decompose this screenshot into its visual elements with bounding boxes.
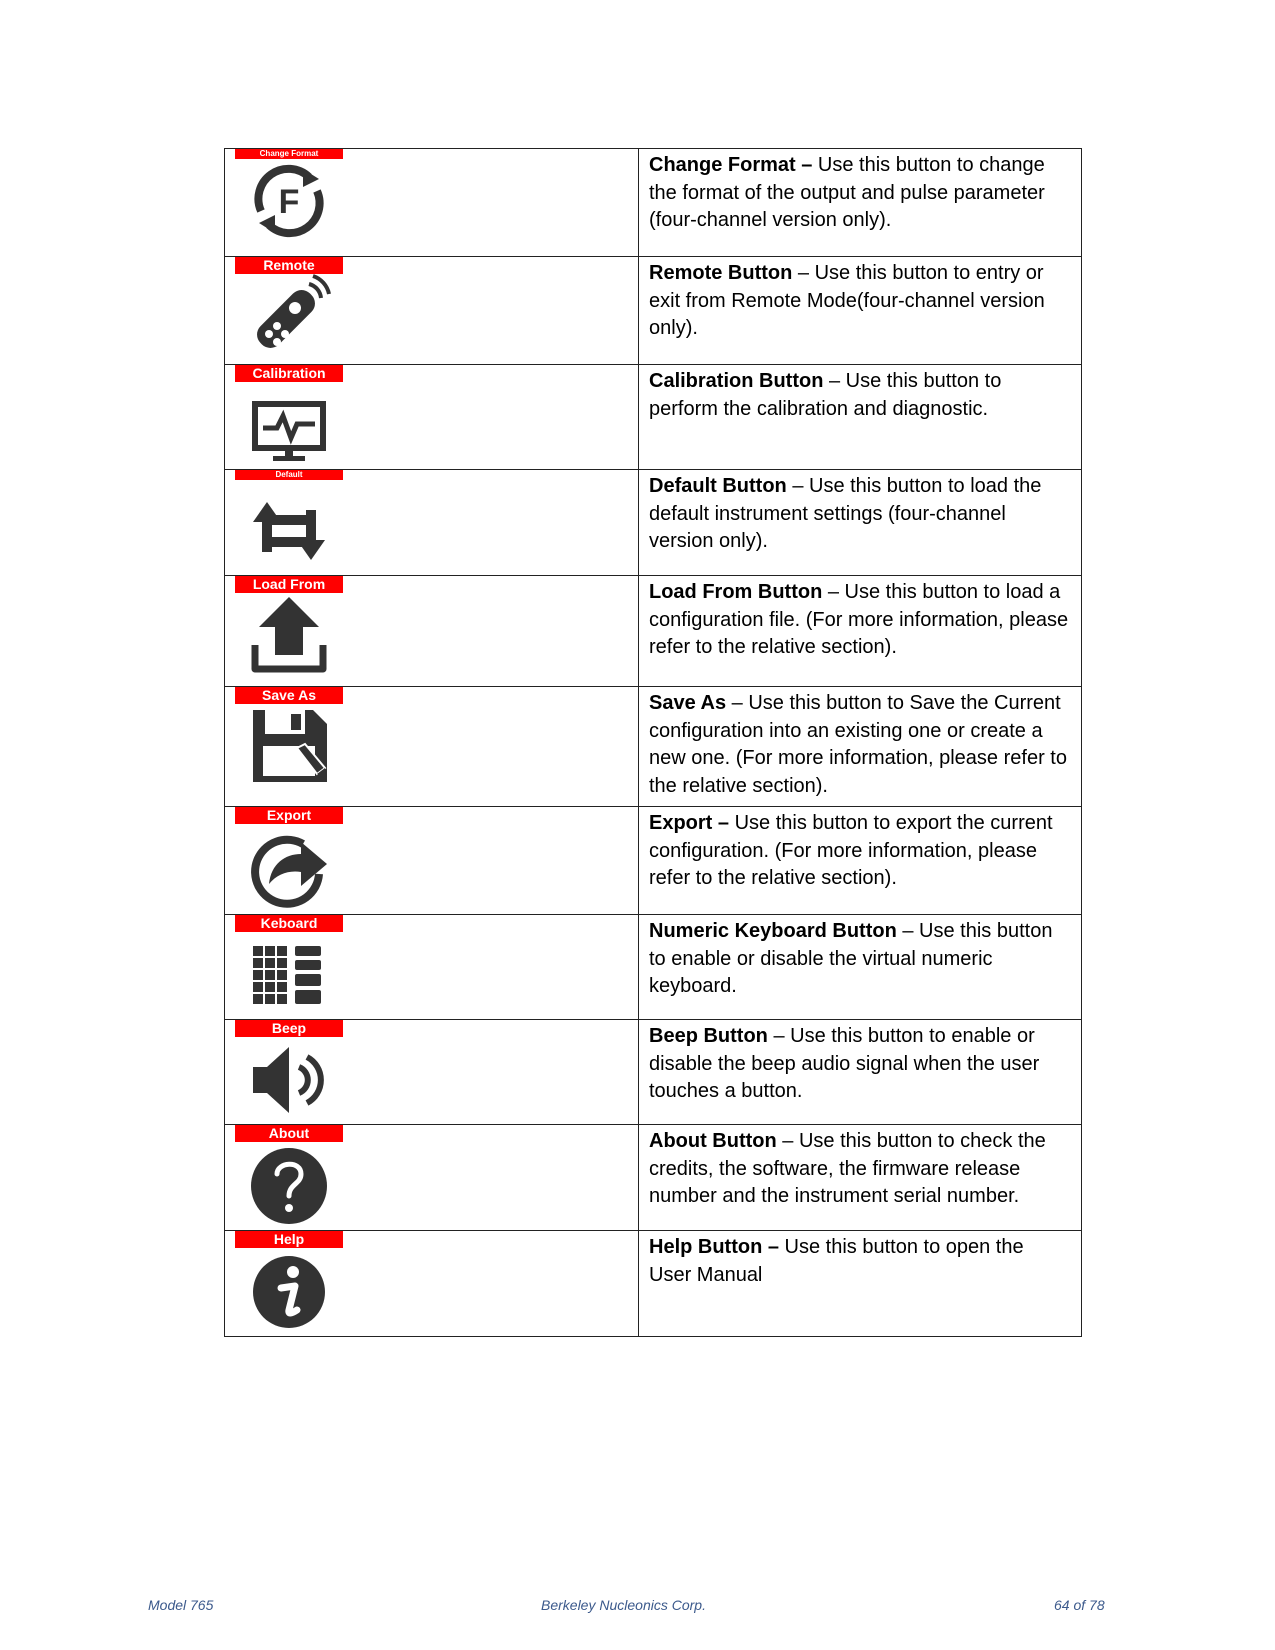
description-cell: [639, 1231, 1082, 1337]
description-cell: [639, 257, 1082, 365]
table-row: [225, 807, 1082, 915]
remote-icon: [247, 274, 331, 358]
description-cell: [639, 576, 1082, 687]
description-title: Remote Button: [649, 262, 793, 284]
keyboard-icon: [247, 932, 331, 1016]
icon-label: About: [235, 1125, 343, 1142]
description-title: Export –: [649, 812, 730, 834]
table-row: [225, 365, 1082, 470]
footer-model: Model 765: [148, 1597, 214, 1613]
description-title: About Button: [649, 1130, 777, 1152]
description-text: – Use this button to Save the Current configuration into an existing one or create a new one. (For more information, please refer to the relative section).: [649, 692, 1067, 797]
description-cell: [639, 1020, 1082, 1125]
help-icon: [247, 1248, 331, 1332]
description-text: – Use this button to enable or disable the virtual numeric keyboard.: [649, 920, 1053, 997]
description-text: – Use this button to load the default instrument settings (four-channel version only).: [649, 475, 1042, 552]
icon-label: Remote: [235, 257, 343, 274]
table-row: [225, 687, 1082, 807]
description-title: Numeric Keyboard Button: [649, 920, 897, 942]
icon-label: Default: [235, 470, 343, 480]
footer-page-number: 64 of 78: [1054, 1597, 1105, 1613]
icon-cell: [225, 1020, 639, 1125]
icon-cell: [225, 915, 639, 1020]
icon-cell: [225, 576, 639, 687]
description-cell: [639, 807, 1082, 915]
description-text: – Use this button to enable or disable the beep audio signal when the user touches a button.: [649, 1025, 1040, 1102]
table-row: [225, 257, 1082, 365]
description-text: – Use this button to load a configuration file. (For more information, please refer to the relative section).: [649, 581, 1069, 658]
description-text: Use this button to change the format of the output and pulse parameter (four-channel version only).: [649, 154, 1045, 231]
description-title: Beep Button: [649, 1025, 768, 1047]
table-row: [225, 1231, 1082, 1337]
icon-cell: [225, 1125, 639, 1231]
table-row: [225, 1125, 1082, 1231]
icon-cell: [225, 807, 639, 915]
description-title: Help Button –: [649, 1236, 779, 1258]
load-from-icon: [247, 593, 331, 677]
description-title: Load From Button: [649, 581, 823, 603]
icon-label: Load From: [235, 576, 343, 593]
beep-icon: [247, 1037, 331, 1121]
icon-cell: [225, 149, 639, 257]
description-cell: [639, 915, 1082, 1020]
table-row: [225, 1020, 1082, 1125]
default-icon: [247, 480, 331, 564]
description-title: Calibration Button: [649, 370, 824, 392]
description-cell: [639, 365, 1082, 470]
table-row: [225, 149, 1082, 257]
icon-cell: [225, 470, 639, 576]
description-cell: [639, 1125, 1082, 1231]
save-as-icon: [247, 704, 331, 788]
description-title: Change Format –: [649, 154, 813, 176]
icon-cell: [225, 687, 639, 807]
description-text: Use this button to export the current configuration. (For more information, please refer to the relative section).: [649, 812, 1053, 889]
icon-cell: [225, 257, 639, 365]
description-text: – Use this button to check the credits, the software, the firmware release number and the instrument serial number.: [649, 1130, 1046, 1207]
about-icon: [247, 1142, 331, 1226]
icon-label: Help: [235, 1231, 343, 1248]
table-row: [225, 576, 1082, 687]
button-reference-table: [224, 148, 1082, 1337]
change-format-icon: [247, 159, 331, 243]
description-text: – Use this button to entry or exit from Remote Mode(four-channel version only).: [649, 262, 1045, 339]
icon-label: Beep: [235, 1020, 343, 1037]
svg-text:F: F: [278, 183, 300, 221]
icon-label: Save As: [235, 687, 343, 704]
icon-cell: [225, 1231, 639, 1337]
description-cell: [639, 470, 1082, 576]
description-text: – Use this button to perform the calibration and diagnostic.: [649, 370, 1002, 420]
table-row: [225, 915, 1082, 1020]
description-title: Default Button: [649, 475, 787, 497]
table-row: [225, 470, 1082, 576]
icon-label: Keboard: [235, 915, 343, 932]
export-icon: [247, 824, 331, 908]
calibration-icon: [247, 382, 331, 466]
description-title: Save As: [649, 692, 727, 714]
footer-company: Berkeley Nucleonics Corp.: [541, 1597, 706, 1613]
icon-label: Change Format: [235, 149, 343, 159]
icon-label: Export: [235, 807, 343, 824]
description-cell: [639, 149, 1082, 257]
icon-label: Calibration: [235, 365, 343, 382]
icon-cell: [225, 365, 639, 470]
description-text: Use this button to open the User Manual: [649, 1236, 1024, 1286]
description-cell: [639, 687, 1082, 807]
